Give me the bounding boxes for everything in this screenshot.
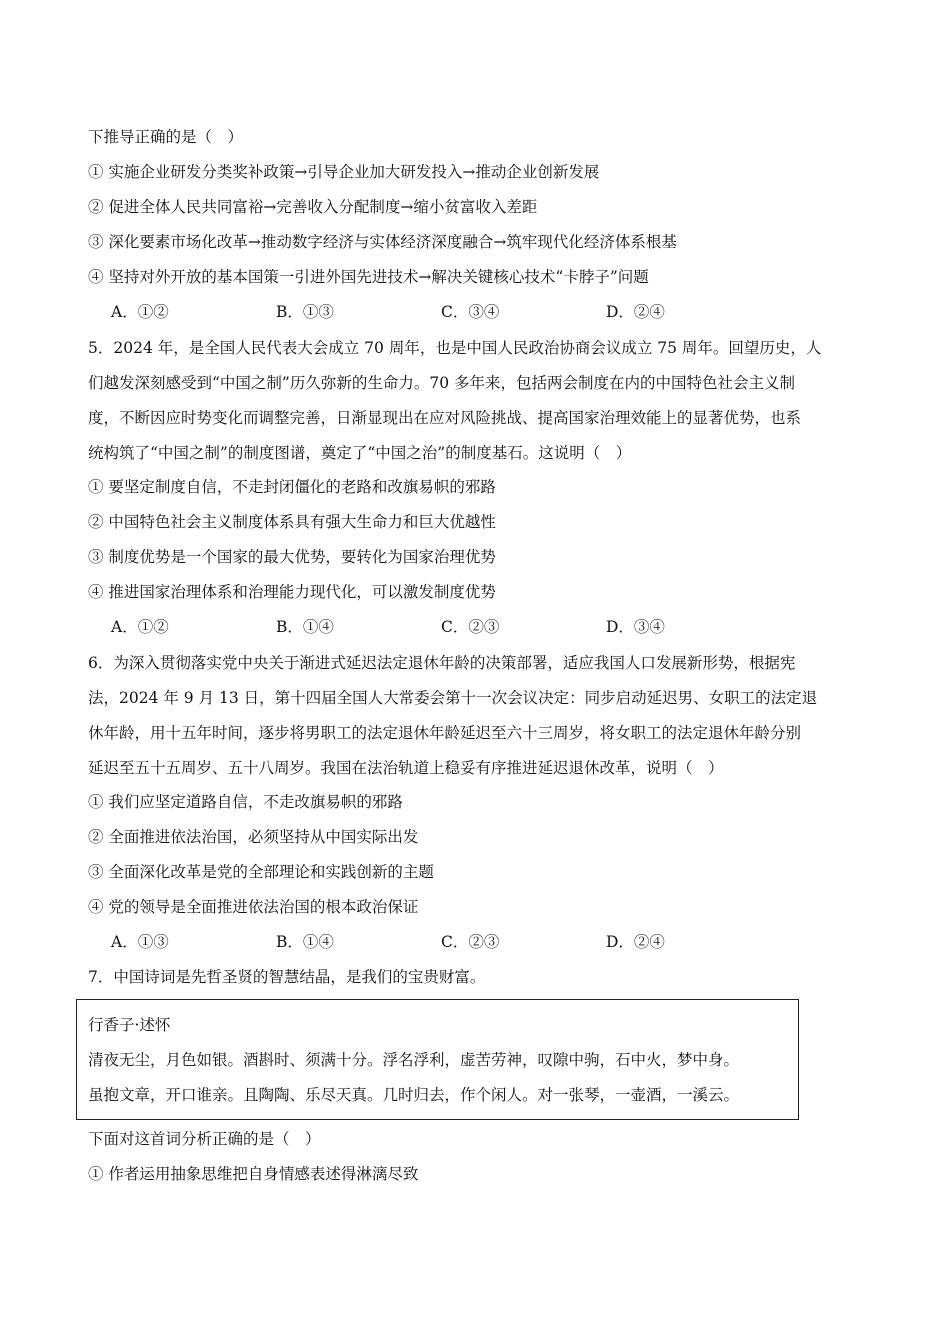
option-d: D．②④ bbox=[606, 303, 665, 321]
option-d: D．②④ bbox=[606, 933, 665, 951]
question-stem-line: 延迟至五十五周岁、五十八周岁。我国在法治轨道上稳妥有序推进延迟退休改革，说明（ ） bbox=[88, 759, 724, 777]
poem-title: 行香子·述怀 bbox=[88, 1016, 171, 1034]
statement-item: ① 我们应坚定道路自信，不走改旗易帜的邪路 bbox=[88, 793, 403, 811]
option-b: B．①④ bbox=[276, 933, 334, 951]
question-stem-line: 6．为深入贯彻落实党中央关于渐进式延迟法定退休年龄的决策部署，适应我国人口发展新形势，根据宪 bbox=[88, 654, 796, 672]
answer-options bbox=[88, 295, 863, 330]
question-prompt: 下面对这首词分析正确的是（ ） bbox=[88, 1130, 321, 1148]
statement-item: ① 实施企业研发分类奖补政策→引导企业加大研发投入→推动企业创新发展 bbox=[88, 163, 600, 181]
question-stem-line: 统构筑了“中国之制”的制度图谱，奠定了“中国之治”的制度基石。这说明（ ） bbox=[88, 444, 632, 462]
option-c: C．②③ bbox=[441, 618, 500, 636]
option-a: A．①② bbox=[111, 618, 169, 636]
poem-line: 清夜无尘，月色如银。酒斟时、须满十分。浮名浮利，虚苦劳神，叹隙中驹，石中火，梦中身。 bbox=[88, 1051, 740, 1069]
option-c: C．②③ bbox=[441, 933, 500, 951]
exam-page bbox=[88, 120, 863, 1192]
question-4 bbox=[88, 120, 863, 330]
statement-item: ④ 党的领导是全面推进依法治国的根本政治保证 bbox=[88, 898, 419, 916]
option-a: A．①③ bbox=[111, 933, 169, 951]
question-stem-line: 度，不断因应时势变化而调整完善，日渐显现出在应对风险挑战、提高国家治理效能上的显著优势，也系 bbox=[88, 409, 802, 427]
question-stem: 下推导正确的是（ ） bbox=[88, 128, 244, 146]
question-5 bbox=[88, 330, 863, 645]
answer-options bbox=[88, 925, 863, 960]
option-a: A．①② bbox=[111, 303, 169, 321]
question-stem-line: 们越发深刻感受到“中国之制”历久弥新的生命力。70 多年来，包括两会制度在内的中国特色社会主义制 bbox=[88, 374, 796, 392]
question-stem-line: 休年龄，用十五年时间，逐步将男职工的法定退休年龄延迟至六十三周岁，将女职工的法定退休年龄分别 bbox=[88, 724, 802, 742]
question-6 bbox=[88, 645, 863, 960]
statement-item: ② 促进全体人民共同富裕→完善收入分配制度→缩小贫富收入差距 bbox=[88, 198, 538, 216]
question-7 bbox=[88, 960, 863, 1192]
option-b: B．①③ bbox=[276, 303, 334, 321]
statement-item: ③ 全面深化改革是党的全部理论和实践创新的主题 bbox=[88, 863, 434, 881]
statement-item: ④ 坚持对外开放的基本国策一引进外国先进技术→解决关键核心技术“卡脖子”问题 bbox=[88, 268, 649, 286]
question-stem: 7．中国诗词是先哲圣贤的智慧结晶，是我们的宝贵财富。 bbox=[88, 968, 486, 986]
option-d: D．③④ bbox=[606, 618, 665, 636]
option-b: B．①④ bbox=[276, 618, 334, 636]
option-c: C．③④ bbox=[441, 303, 500, 321]
statement-item: ② 全面推进依法治国，必须坚持从中国实际出发 bbox=[88, 828, 419, 846]
statement-item: ③ 深化要素市场化改革→推动数字经济与实体经济深度融合→筑牢现代化经济体系根基 bbox=[88, 233, 677, 251]
statement-item: ① 作者运用抽象思维把自身情感表述得淋漓尽致 bbox=[88, 1165, 419, 1183]
statement-item: ② 中国特色社会主义制度体系具有强大生命力和巨大优越性 bbox=[88, 513, 496, 531]
question-stem-line: 法，2024 年 9 月 13 日，第十四届全国人大常委会第十一次会议决定：同步启动延迟男、女职工的法定退 bbox=[88, 689, 818, 707]
poem-box bbox=[76, 999, 799, 1120]
poem-line: 虽抱文章，开口谁亲。且陶陶、乐尽天真。几时归去，作个闲人。对一张琴，一壶酒，一溪云。 bbox=[88, 1086, 740, 1104]
statement-item: ① 要坚定制度自信，不走封闭僵化的老路和改旗易帜的邪路 bbox=[88, 478, 496, 496]
statement-item: ③ 制度优势是一个国家的最大优势，要转化为国家治理优势 bbox=[88, 548, 496, 566]
question-stem-line: 5．2024 年，是全国人民代表大会成立 70 周年，也是中国人民政治协商会议成立 75 周年。回望历史，人 bbox=[88, 339, 822, 357]
statement-item: ④ 推进国家治理体系和治理能力现代化，可以激发制度优势 bbox=[88, 583, 496, 601]
answer-options bbox=[88, 610, 863, 645]
